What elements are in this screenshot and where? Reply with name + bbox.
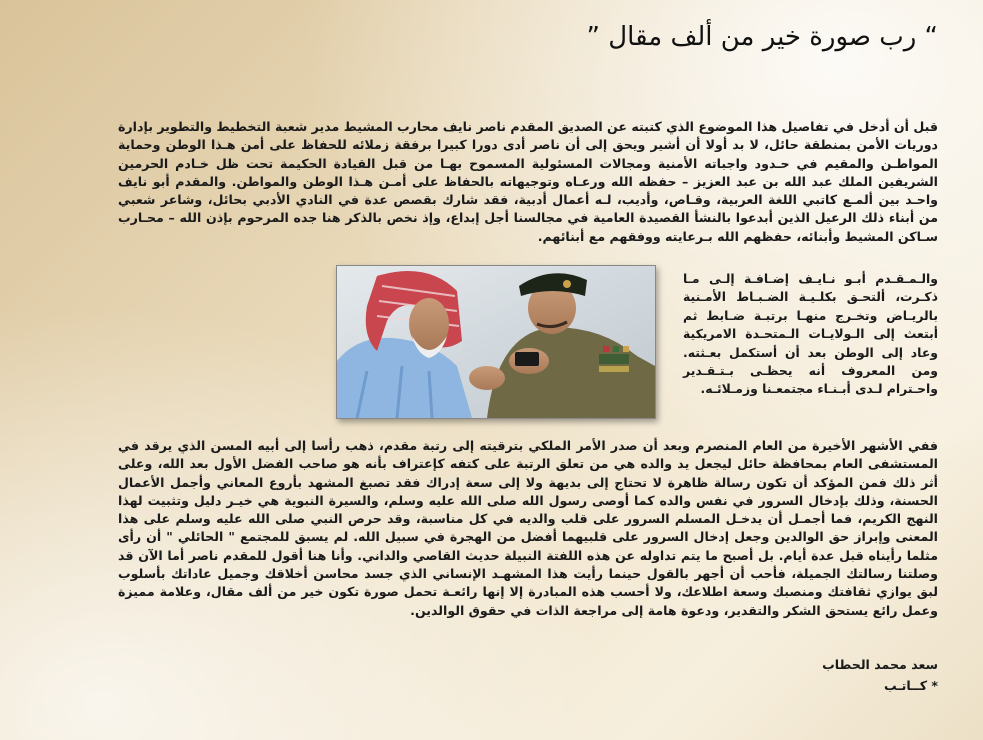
author-name: سعد محمد الحطاب <box>822 657 938 672</box>
intro-paragraph: قبل أن أدخل في تفاصيل هذا الموضوع الذي كتبته عن الصديق المقدم ناصر نايف محارب المشيط مدير شعبة التخطيط والتطوير بإدارة دوريات الأمن بمنطقة حائل، لا بد أولا أن أشير ويحق إلى أن ناصر أدى دورا كبيرا برفقة زملائه للحفاظ على أمن هـذا الوطن وحماية المواطـن والمقيم في حـدود واجباته الأمنية ومجالات المسئولية المسموح بهـا من قبل القيادة الحكيمة تحت ظل خـادم الحرمين الشريفين الملك عبد الله بن عبد العزيز – حفظه الله ورعـاه وتوجيهاته بالحفاظ على أمـن هـذا الوطن والمواطن. والمقدم أبو نايف واحـد بين ألمـع كاتبي اللغة العربية، وقـاص، وأديب، لـه أعمال أدبية، فقد شارك بقصص عدة في النادي الأدبي بحائل، وشاعر شعبي من أبناء ذلك الرعيل الذين أبدعوا بالنشأ القصيدة العامية في مجالسنا أجل إبداع، وإذ نخص بالذكر هنا جده المرحوم بإذن الله – محـارب سـاكن المشيط وأبنائه، حفظهم الله بـرعايته ووفقهم مع أبنائهم. <box>118 119 938 244</box>
author-role: * كــاتـب <box>884 678 938 693</box>
middle-paragraph: والـمـقـدم أبـو نـايـف إضـافـة إلـى مـا ذكـرت، ألتحـق بكلـيـة الضـبـاط الأمـنية بالريـاض وتخـرج منهـا برتبـة ضـابط ثم أبتعث إلى الـولايـات الـمتحـدة الامريكية وعاد إلى الوطن بعد أن أستكمل بعـثته. ومن المعروف أنه يحظـى بـتـقـدير واحـترام لـدى أبـنـاء مجتمعـنا وزمـلائـه. <box>683 271 938 397</box>
main-paragraph: ففي الأشهر الأخيرة من العام المنصرم وبعد أن صدر الأمر الملكي بترقيته إلى رتبة مقدم، ذهب رأسا إلى أبيه المسن الذي يرقد في المستشفى العام بمحافظة حائل ليجعل يد والده هي من تعلق الرتبة على كتفه كإعتراف بأنه هو صاحب الفضل الأول بعد الله، وعلى أثر ذلك فمن المؤكد أن تكون رسالة ظاهرة لا تحتاج إلى بديهة ولا إلى سعة إدراك فقد تصبغ المشهد بأروع المعاني وأجمل الأعمال الحسنة، وذلك بإدخال السرور في نفس والده كما أوصى رسول الله صلى الله عليه وسلم، والسيرة النبوية هي خيـر دليل وتثبيت لهذا النهج الكريم، فما أجمـل أن يدخـل المسلم السرور على قلب والديه في كل مناسبة، وقد حرص النبي صلى الله عليه وسلم على هذا المعنى وإبراز حق الوالدين وجعل إدخال السرور على قلبيهما أفضل من الهجرة في سبيل الله. لم يسبق للمجتمع " الحائلي " أن رأى مثلما رأيناه قبل عدة أيام. بل أصبح ما يتم تداوله عن هذه اللفتة النبيلة حديث القاصي والداني. وأنا هنا أقول للمقدم ناصر أما الآن قد وصلتنا رسالتك الجميلة، فأحب أن أجهر بالقول حينما رأيت هذا المشهـد الإنساني الذي جسد محاسن أخلاقك وجميل عاداتك بأسلوب لبق يوازي ثقافتك ومنصبك وسعة اطلاعك، ولا أحسب هذه المبادرة إلا إنها رائعـة تحمل صورة تكون خير من ألف مقال، وعلامة مميزة وعمل رائع يستحق الشكر والتقدير، ودعوة هامة إلى مراجعة الذات في حقوق الوالدين. <box>118 438 938 618</box>
article-title: “ رب صورة خير من ألف مقال ” <box>586 22 938 52</box>
photo-officer-and-father-icon <box>336 265 656 419</box>
